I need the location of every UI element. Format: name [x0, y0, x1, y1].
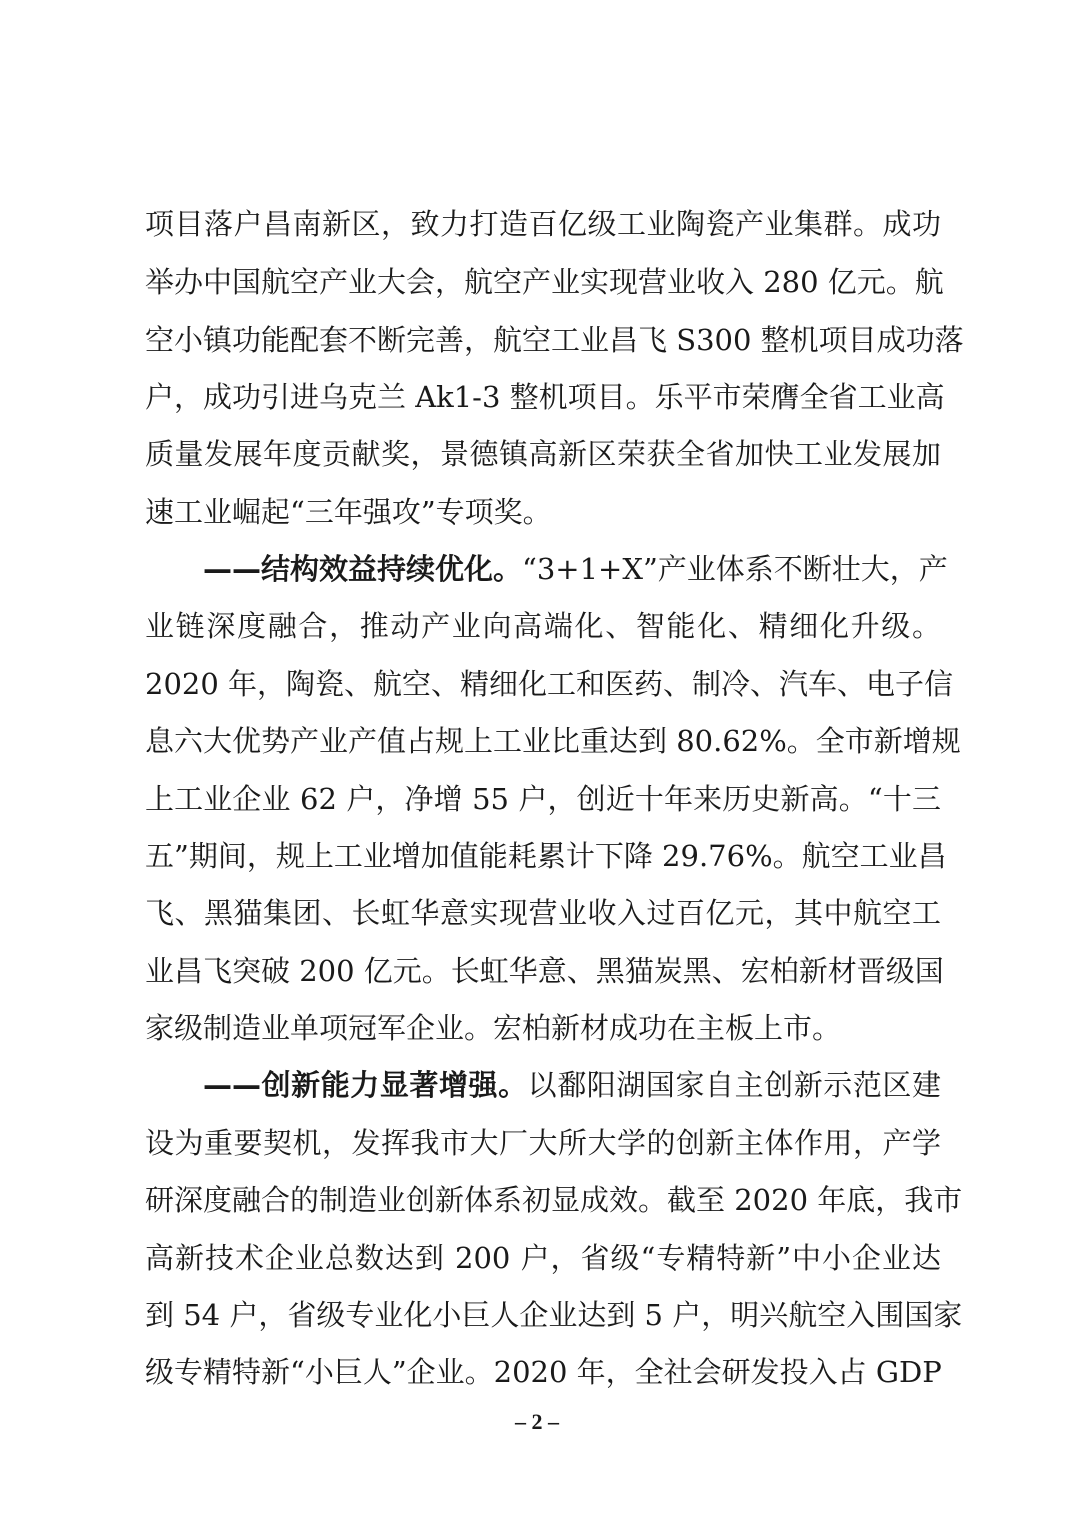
- paragraph-line: 速工业崛起“三年强攻”专项奖。: [145, 495, 552, 529]
- paragraph-line: 家级制造业单项冠军企业。宏柏新材成功在主板上市。: [145, 1011, 842, 1045]
- section-text: 以鄱阳湖国家自主创新示范区建: [527, 1068, 941, 1102]
- paragraph-line: 五”期间，规上工业增加值能耗累计下降 29.76%。航空工业昌: [145, 839, 947, 873]
- paragraph-line: 上工业企业 62 户，净增 55 户，创近十年来历史新高。“十三: [145, 782, 941, 816]
- paragraph-line: 设为重要契机，发挥我市大厂大所大学的创新主体作用，产学: [145, 1126, 941, 1160]
- paragraph-line: 户，成功引进乌克兰 Ak1-3 整机项目。乐平市荣膺全省工业高: [145, 380, 945, 414]
- paragraph-line: 2020 年，陶瓷、航空、精细化工和医药、制冷、汽车、电子信: [145, 667, 954, 701]
- paragraph-line: 业昌飞突破 200 亿元。长虹华意、黑猫炭黑、宏柏新材晋级国: [145, 954, 944, 988]
- section-text: “3+1+X”产业体系不断壮大，产: [522, 552, 948, 586]
- section-lead-innovation: ——创新能力显著增强。: [203, 1068, 528, 1102]
- paragraph-line: 息六大优势产业产值占规上工业比重达到 80.62%。全市新增规: [145, 724, 961, 758]
- paragraph-line: 质量发展年度贡献奖，景德镇高新区荣获全省加快工业发展加: [145, 437, 941, 471]
- section-lead-structure: ——结构效益持续优化。: [203, 552, 523, 586]
- section-heading-line: [203, 547, 948, 591]
- paragraph-line: 研深度融合的制造业创新体系初显成效。截至 2020 年底，我市: [145, 1183, 963, 1217]
- paragraph-line: 项目落户昌南新区，致力打造百亿级工业陶瓷产业集群。成功: [145, 207, 941, 241]
- section-heading-line: [203, 1063, 941, 1107]
- page-number: – 2 –: [515, 1409, 559, 1434]
- paragraph-line: 业链深度融合，推动产业向高端化、智能化、精细化升级。: [145, 609, 941, 643]
- paragraph-line: 飞、黑猫集团、长虹华意实现营业收入过百亿元，其中航空工: [145, 896, 941, 930]
- paragraph-line: 级专精特新“小巨人”企业。2020 年，全社会研发投入占 GDP: [145, 1355, 942, 1389]
- paragraph-line: 高新技术企业总数达到 200 户，省级“专精特新”中小企业达: [145, 1241, 941, 1275]
- paragraph-line: 空小镇功能配套不断完善，航空工业昌飞 S300 整机项目成功落: [145, 323, 964, 357]
- paragraph-line: 举办中国航空产业大会，航空产业实现营业收入 280 亿元。航: [145, 265, 944, 299]
- paragraph-line: 到 54 户，省级专业化小巨人企业达到 5 户，明兴航空入围国家: [145, 1298, 963, 1332]
